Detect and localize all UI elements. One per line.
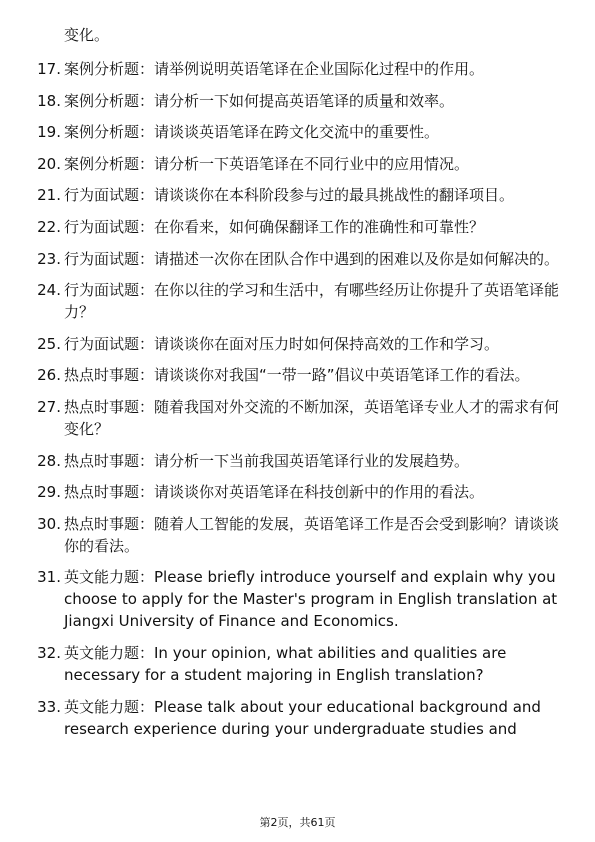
item-text: 热点时事题：请分析一下当前我国英语笔译行业的发展趋势。 xyxy=(64,451,470,470)
list-item xyxy=(0,333,595,355)
item-number: 32. xyxy=(37,643,61,662)
item-text: 行为面试题：请谈谈你在面对压力时如何保持高效的工作和学习。 xyxy=(64,334,500,353)
list-item xyxy=(0,566,595,632)
list-item xyxy=(0,481,595,503)
list-item xyxy=(0,696,595,740)
item-text: 英文能力题：Please talk about your educational background and research experience during your undergraduate studies and xyxy=(64,697,541,738)
item-number: 23. xyxy=(37,249,61,268)
item-text: 英文能力题：In your opinion, what abilities and qualities are necessary for a student majoring in English translation? xyxy=(64,643,507,684)
item-text: 案例分析题：请分析一下如何提高英语笔译的质量和效率。 xyxy=(64,91,455,110)
list-item xyxy=(0,90,595,112)
item-number: 24. xyxy=(37,281,61,300)
list-item xyxy=(0,513,595,557)
carryover-text: 变化。 xyxy=(64,26,110,44)
item-text: 英文能力题：Please briefly introduce yourself and explain why you choose to apply for the Master's program in English translation at Jiangxi University of Finance and Economics. xyxy=(64,568,558,631)
list-item xyxy=(0,153,595,175)
item-text: 案例分析题：请谈谈英语笔译在跨文化交流中的重要性。 xyxy=(64,123,440,142)
item-text: 行为面试题：在你以往的学习和生活中，有哪些经历让你提升了英语笔译能力？ xyxy=(64,281,560,322)
list-item xyxy=(0,450,595,472)
item-text: 热点时事题：请谈谈你对我国“一带一路”倡议中英语笔译工作的看法。 xyxy=(64,366,530,385)
item-number: 28. xyxy=(37,451,61,470)
item-text: 热点时事题：请谈谈你对英语笔译在科技创新中的作用的看法。 xyxy=(64,483,485,502)
item-number: 19. xyxy=(37,123,61,142)
list-item xyxy=(0,184,595,206)
list-item xyxy=(0,364,595,386)
item-number: 29. xyxy=(37,483,61,502)
list-item xyxy=(0,58,595,80)
item-number: 25. xyxy=(37,334,61,353)
item-number: 20. xyxy=(37,154,61,173)
item-number: 22. xyxy=(37,217,61,236)
list-item xyxy=(0,642,595,686)
item-number: 31. xyxy=(37,568,61,587)
list-item xyxy=(0,279,595,323)
item-number: 26. xyxy=(37,366,61,385)
item-text: 热点时事题：随着我国对外交流的不断加深，英语笔译专业人才的需求有何变化？ xyxy=(64,397,560,438)
item-text: 行为面试题：请谈谈你在本科阶段参与过的最具挑战性的翻译项目。 xyxy=(64,186,515,205)
item-number: 27. xyxy=(37,397,61,416)
item-number: 21. xyxy=(37,186,61,205)
list-item xyxy=(0,396,595,440)
item-number: 17. xyxy=(37,60,61,78)
item-text: 行为面试题：请描述一次你在团队合作中遇到的困难以及你是如何解决的。 xyxy=(64,249,560,268)
page-footer: 第2页，共61页 xyxy=(259,816,336,829)
item-number: 18. xyxy=(37,91,61,110)
question-list xyxy=(0,58,595,749)
item-number: 33. xyxy=(37,697,61,716)
item-number: 30. xyxy=(37,514,61,533)
item-text: 案例分析题：请举例说明英语笔译在企业国际化过程中的作用。 xyxy=(64,60,485,78)
item-text: 行为面试题：在你看来，如何确保翻译工作的准确性和可靠性？ xyxy=(64,217,485,236)
item-text: 案例分析题：请分析一下英语笔译在不同行业中的应用情况。 xyxy=(64,154,470,173)
list-item xyxy=(0,216,595,238)
list-item xyxy=(0,248,595,270)
list-item xyxy=(0,121,595,143)
item-text: 热点时事题：随着人工智能的发展，英语笔译工作是否会受到影响？请谈谈你的看法。 xyxy=(64,514,560,555)
